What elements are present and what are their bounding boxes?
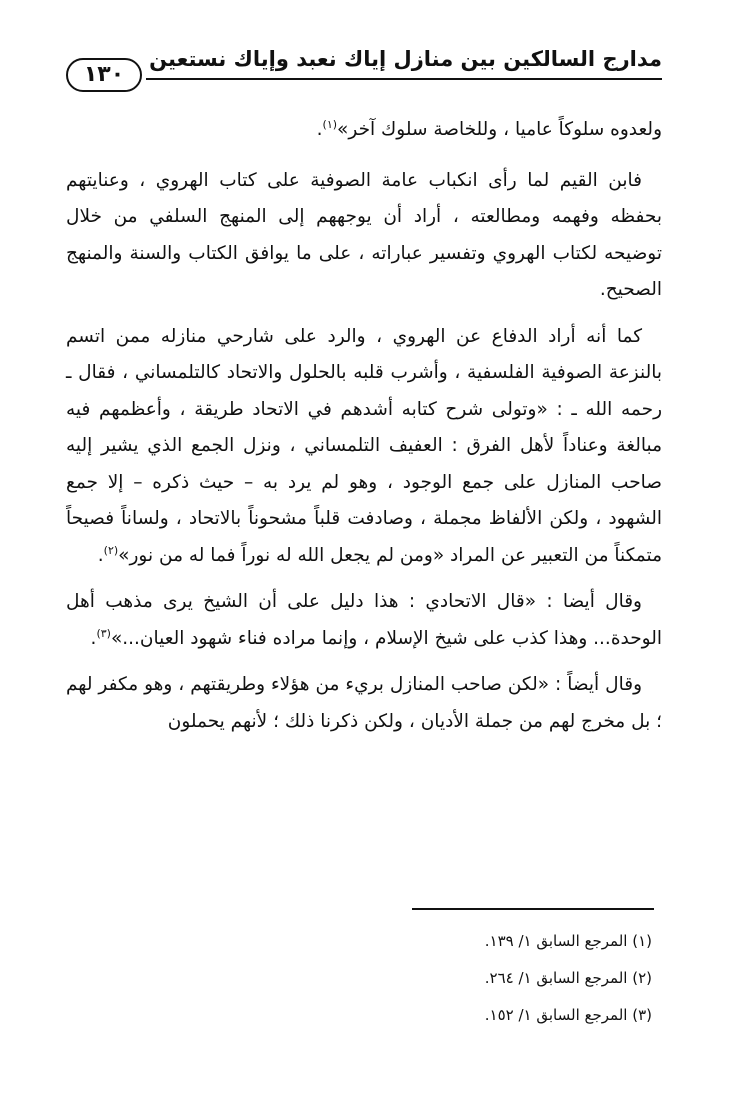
footnote-3: (٣) المرجع السابق ١/ ١٥٢.: [484, 1006, 652, 1024]
running-header: [66, 44, 662, 94]
paragraph-4-tail: .: [90, 627, 97, 649]
paragraph-3: [66, 319, 662, 575]
footnote-ref-2[interactable]: (٢): [103, 543, 119, 557]
footnotes: [66, 930, 662, 1041]
page-number: ١٣٠: [66, 58, 142, 92]
paragraph-2: [66, 163, 662, 309]
footnote-ref-3[interactable]: (٣): [96, 626, 111, 640]
paragraph-4: [66, 584, 662, 657]
paragraph-4-text: وقال أيضا : «قال الاتحادي : هذا دليل على أن الشيخ يرى مذهب أهل الوحدة... وهذا كذب على شيخ الإسلام ، وإنما مراده فناء شهود العيان...»: [66, 591, 662, 649]
paragraph-1: [66, 112, 662, 149]
book-title: مدارج السالكين بين منازل إياك نعبد وإياك نستعين: [149, 47, 662, 71]
footnote-1: (١) المرجع السابق ١/ ١٣٩.: [484, 932, 652, 950]
footnote-separator: [412, 908, 654, 910]
paragraph-1-tail: .: [316, 119, 323, 140]
paragraph-5: [66, 667, 662, 740]
paragraph-5-text: وقال أيضاً : «لكن صاحب المنازل بريء من هؤلاء وطريقتهم ، وهو مكفر لهم ؛ بل مخرج لهم من جملة الأديان ، ولكن ذكرنا ذلك ؛ لأنهم يحملون: [66, 674, 662, 732]
paragraph-3-tail: .: [97, 544, 104, 566]
paragraph-1-text: ولعدوه سلوكاً عاميا ، وللخاصة سلوك آخر»: [337, 119, 662, 140]
footnote-2: (٢) المرجع السابق ١/ ٢٦٤.: [484, 969, 652, 987]
paragraph-2-text: فابن القيم لما رأى انكباب عامة الصوفية على كتاب الهروي ، وعنايتهم بحفظه وفهمه ومطالعته ، أراد أن يوجههم إلى المنهج السلفي من خلال توضيحه لكتاب الهروي وتفسير عباراته ، على ما يوافق الكتاب والسنة والمنهج الصحيح.: [66, 169, 662, 300]
body-text: [66, 112, 662, 740]
paragraph-3-text: كما أنه أراد الدفاع عن الهروي ، والرد على شارحي منازله ممن اتسم بالنزعة الصوفية الفلسفية ، وأشرب قلبه بالحلول والاتحاد كالتلمساني ، فقال ـ رحمه الله ـ : «وتولى شرح كتابه أشدهم في الاتحاد طريقة ، وأعظمهم فيه مبالغة وعناداً لأهل الفرق : العفيف التلمساني ، ونزل الجمع الذي يشير إليه صاحب المنازل على جمع الوجود ، وهو لم يرد به – حيث ذكره – إلا جمع الشهود ، ولكن الألفاظ مجملة ، وصادفت قلباً مشحوناً بالاتحاد ، ولساناً فصيحاً متمكناً من التعبير عن المراد «ومن لم يجعل الله له نوراً فما له من نور»: [66, 325, 662, 566]
header-rule: [146, 78, 662, 80]
footnote-ref-1[interactable]: (١): [322, 117, 338, 131]
